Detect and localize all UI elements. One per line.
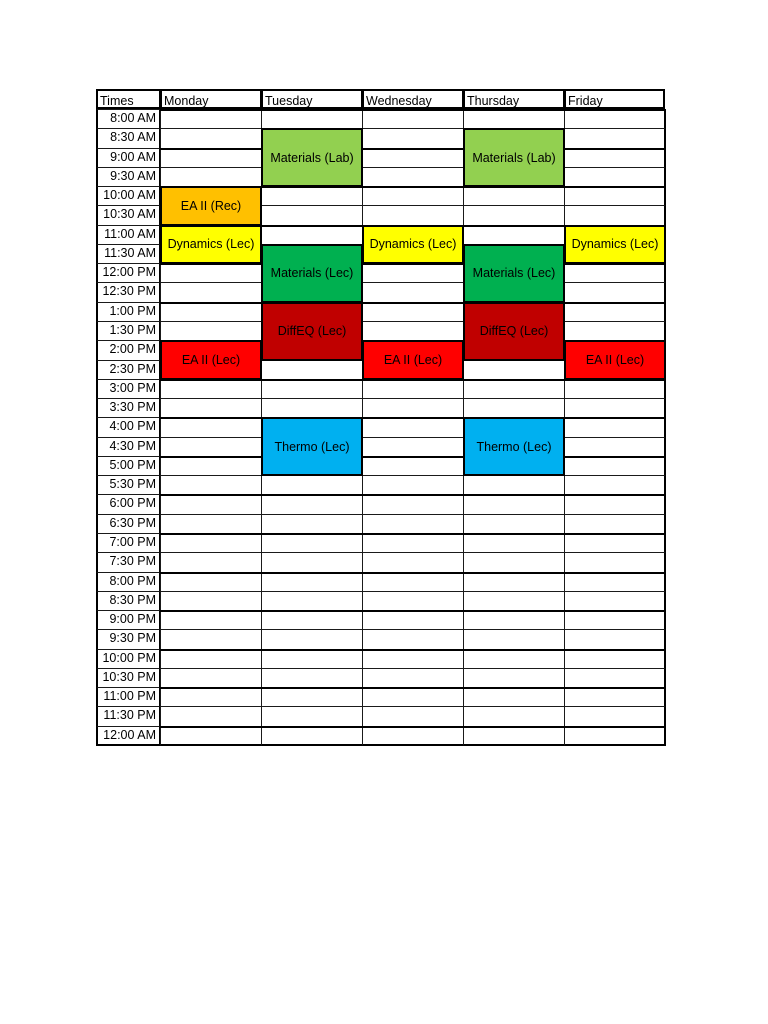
schedule-cell[interactable] [160, 109, 262, 129]
time-label: 7:30 PM [96, 552, 161, 572]
schedule-cell[interactable] [463, 398, 565, 418]
schedule-cell[interactable] [362, 167, 464, 187]
class-block[interactable]: Thermo (Lec) [261, 417, 363, 476]
schedule-cell[interactable] [564, 186, 666, 206]
schedule-cell[interactable] [362, 494, 464, 514]
class-block[interactable]: Dynamics (Lec) [362, 225, 464, 265]
schedule-cell[interactable] [463, 205, 565, 225]
schedule-cell[interactable] [564, 610, 666, 630]
schedule-cell[interactable] [463, 649, 565, 669]
time-label: 12:30 PM [96, 282, 161, 302]
class-block[interactable]: EA II (Lec) [564, 340, 666, 380]
time-label: 11:00 AM [96, 225, 161, 245]
hour-divider [160, 687, 666, 689]
class-block[interactable]: EA II (Lec) [160, 340, 262, 380]
schedule-cell[interactable] [160, 552, 262, 572]
schedule-cell[interactable] [160, 167, 262, 187]
schedule-cell[interactable] [564, 302, 666, 322]
schedule-cell[interactable] [362, 687, 464, 707]
schedule-cell[interactable] [463, 629, 565, 649]
schedule-cell[interactable] [463, 379, 565, 399]
header-day: Monday [160, 89, 262, 109]
time-label: 11:30 AM [96, 244, 161, 264]
schedule-cell[interactable] [463, 706, 565, 726]
schedule-cell[interactable] [564, 109, 666, 129]
schedule-cell[interactable] [463, 109, 565, 129]
schedule-cell[interactable] [362, 610, 464, 630]
hour-divider [160, 533, 666, 535]
schedule-cell[interactable] [564, 514, 666, 534]
schedule-cell[interactable] [261, 360, 363, 380]
schedule-cell[interactable] [160, 494, 262, 514]
schedule-cell[interactable] [160, 321, 262, 341]
time-label: 12:00 AM [96, 726, 161, 746]
schedule-cell[interactable] [463, 494, 565, 514]
schedule-cell[interactable] [160, 629, 262, 649]
schedule-cell[interactable] [362, 572, 464, 592]
schedule-cell[interactable] [160, 302, 262, 322]
schedule-cell[interactable] [362, 417, 464, 437]
schedule-cell[interactable] [564, 687, 666, 707]
schedule-cell[interactable] [261, 379, 363, 399]
schedule-cell[interactable] [362, 437, 464, 457]
schedule-cell[interactable] [362, 552, 464, 572]
schedule-cell[interactable] [564, 282, 666, 302]
schedule-cell[interactable] [362, 186, 464, 206]
schedule-cell[interactable] [564, 706, 666, 726]
schedule-cell[interactable] [362, 726, 464, 746]
schedule-cell[interactable] [463, 572, 565, 592]
schedule-cell[interactable] [362, 514, 464, 534]
time-label: 1:00 PM [96, 302, 161, 322]
class-block[interactable]: EA II (Rec) [160, 186, 262, 226]
schedule-cell[interactable] [160, 398, 262, 418]
hour-divider [160, 302, 666, 304]
class-block[interactable]: Dynamics (Lec) [564, 225, 666, 265]
hour-divider [160, 610, 666, 612]
schedule-cell[interactable] [160, 533, 262, 553]
schedule-cell[interactable] [261, 225, 363, 245]
schedule-cell[interactable] [261, 591, 363, 611]
time-label: 9:30 PM [96, 629, 161, 649]
header-times: Times [96, 89, 161, 109]
schedule-cell[interactable] [362, 629, 464, 649]
header-day: Thursday [463, 89, 565, 109]
hour-divider [160, 456, 666, 458]
schedule-cell[interactable] [564, 398, 666, 418]
schedule-cell[interactable] [463, 591, 565, 611]
schedule-cell[interactable] [564, 629, 666, 649]
time-label: 7:00 PM [96, 533, 161, 553]
time-label: 3:30 PM [96, 398, 161, 418]
class-block[interactable]: Dynamics (Lec) [160, 225, 262, 265]
schedule-cell[interactable] [463, 225, 565, 245]
header-day: Wednesday [362, 89, 464, 109]
schedule-cell[interactable] [160, 282, 262, 302]
time-label: 11:00 PM [96, 687, 161, 707]
schedule-cell[interactable] [362, 148, 464, 168]
time-label: 9:30 AM [96, 167, 161, 187]
schedule-cell[interactable] [362, 205, 464, 225]
schedule-cell[interactable] [362, 282, 464, 302]
schedule-cell[interactable] [261, 205, 363, 225]
time-label: 2:00 PM [96, 340, 161, 360]
time-label: 9:00 PM [96, 610, 161, 630]
schedule-cell[interactable] [564, 379, 666, 399]
schedule-cell[interactable] [160, 726, 262, 746]
schedule-cell[interactable] [362, 302, 464, 322]
schedule-cell[interactable] [463, 726, 565, 746]
schedule-cell[interactable] [564, 417, 666, 437]
schedule-cell[interactable] [160, 687, 262, 707]
schedule-cell[interactable] [261, 668, 363, 688]
class-block[interactable]: Materials (Lab) [463, 128, 565, 187]
schedule-cell[interactable] [362, 128, 464, 148]
schedule-cell[interactable] [463, 668, 565, 688]
time-label: 4:30 PM [96, 437, 161, 457]
time-label: 5:30 PM [96, 475, 161, 495]
schedule-cell[interactable] [362, 379, 464, 399]
class-block[interactable]: EA II (Lec) [362, 340, 464, 380]
schedule-cell[interactable] [160, 437, 262, 457]
schedule-cell[interactable] [564, 148, 666, 168]
schedule-cell[interactable] [564, 205, 666, 225]
time-label: 6:30 PM [96, 514, 161, 534]
schedule-cell[interactable] [463, 514, 565, 534]
time-label: 8:00 PM [96, 572, 161, 592]
schedule-cell[interactable] [564, 128, 666, 148]
schedule-cell[interactable] [160, 591, 262, 611]
time-label: 10:00 AM [96, 186, 161, 206]
time-label: 1:30 PM [96, 321, 161, 341]
class-block[interactable]: DiffEQ (Lec) [261, 302, 363, 361]
schedule-cell[interactable] [564, 726, 666, 746]
hour-divider [160, 109, 666, 111]
hour-divider [160, 649, 666, 651]
time-label: 5:00 PM [96, 456, 161, 476]
schedule-cell[interactable] [564, 591, 666, 611]
class-block[interactable]: Materials (Lab) [261, 128, 363, 187]
schedule-cell[interactable] [261, 649, 363, 669]
schedule-cell[interactable] [463, 360, 565, 380]
schedule-cell[interactable] [160, 475, 262, 495]
time-label: 10:30 AM [96, 205, 161, 225]
schedule-cell[interactable] [160, 572, 262, 592]
time-label: 10:30 PM [96, 668, 161, 688]
header-day: Tuesday [261, 89, 363, 109]
schedule-cell[interactable] [261, 726, 363, 746]
schedule-cell[interactable] [160, 706, 262, 726]
schedule-cell[interactable] [362, 475, 464, 495]
schedule-cell[interactable] [362, 591, 464, 611]
schedule-cell[interactable] [564, 167, 666, 187]
schedule-cell[interactable] [261, 186, 363, 206]
schedule-cell[interactable] [160, 379, 262, 399]
schedule-cell[interactable] [261, 629, 363, 649]
schedule-cell[interactable] [160, 610, 262, 630]
schedule-cell[interactable] [362, 109, 464, 129]
header-day: Friday [564, 89, 665, 109]
time-label: 6:00 PM [96, 494, 161, 514]
schedule-cell[interactable] [160, 128, 262, 148]
schedule-cell[interactable] [564, 649, 666, 669]
time-label: 3:00 PM [96, 379, 161, 399]
hour-divider [160, 417, 666, 419]
time-label: 12:00 PM [96, 263, 161, 283]
schedule-cell[interactable] [564, 494, 666, 514]
schedule-cell[interactable] [564, 321, 666, 341]
class-block[interactable]: Thermo (Lec) [463, 417, 565, 476]
time-label: 10:00 PM [96, 649, 161, 669]
hour-divider [160, 726, 666, 728]
schedule-cell[interactable] [463, 186, 565, 206]
schedule-cell[interactable] [362, 706, 464, 726]
schedule-cell[interactable] [160, 649, 262, 669]
schedule-cell[interactable] [261, 494, 363, 514]
schedule-cell[interactable] [362, 263, 464, 283]
time-label: 8:00 AM [96, 109, 161, 129]
schedule-cell[interactable] [362, 668, 464, 688]
schedule-cell[interactable] [463, 687, 565, 707]
schedule-cell[interactable] [362, 398, 464, 418]
schedule-cell[interactable] [564, 552, 666, 572]
schedule-cell[interactable] [261, 533, 363, 553]
schedule-cell[interactable] [463, 475, 565, 495]
schedule-cell[interactable] [261, 398, 363, 418]
time-label: 8:30 AM [96, 128, 161, 148]
schedule-cell[interactable] [261, 687, 363, 707]
class-block[interactable]: Materials (Lec) [261, 244, 363, 303]
schedule-cell[interactable] [261, 552, 363, 572]
schedule-cell[interactable] [564, 456, 666, 476]
schedule-cell[interactable] [463, 533, 565, 553]
schedule-cell[interactable] [261, 475, 363, 495]
hour-divider [160, 494, 666, 496]
class-block[interactable]: Materials (Lec) [463, 244, 565, 303]
schedule-cell[interactable] [160, 148, 262, 168]
schedule-cell[interactable] [463, 610, 565, 630]
schedule-cell[interactable] [564, 668, 666, 688]
schedule-cell[interactable] [362, 321, 464, 341]
time-label: 8:30 PM [96, 591, 161, 611]
schedule-cell[interactable] [261, 610, 363, 630]
schedule-cell[interactable] [362, 649, 464, 669]
class-block[interactable]: DiffEQ (Lec) [463, 302, 565, 361]
schedule-cell[interactable] [160, 668, 262, 688]
schedule-cell[interactable] [564, 437, 666, 457]
schedule-cell[interactable] [160, 417, 262, 437]
schedule-cell[interactable] [362, 456, 464, 476]
schedule-cell[interactable] [564, 475, 666, 495]
schedule-cell[interactable] [261, 514, 363, 534]
time-label: 9:00 AM [96, 148, 161, 168]
time-label: 11:30 PM [96, 706, 161, 726]
time-label: 2:30 PM [96, 360, 161, 380]
time-label: 4:00 PM [96, 417, 161, 437]
schedule-cell[interactable] [564, 533, 666, 553]
schedule-cell[interactable] [160, 514, 262, 534]
schedule-cell[interactable] [160, 263, 262, 283]
hour-divider [160, 148, 666, 150]
schedule-cell[interactable] [564, 263, 666, 283]
schedule-cell[interactable] [463, 552, 565, 572]
schedule-cell[interactable] [362, 533, 464, 553]
schedule-cell[interactable] [261, 706, 363, 726]
schedule-cell[interactable] [261, 109, 363, 129]
hour-divider [160, 572, 666, 574]
schedule-cell[interactable] [564, 572, 666, 592]
schedule-cell[interactable] [160, 456, 262, 476]
schedule-cell[interactable] [261, 572, 363, 592]
